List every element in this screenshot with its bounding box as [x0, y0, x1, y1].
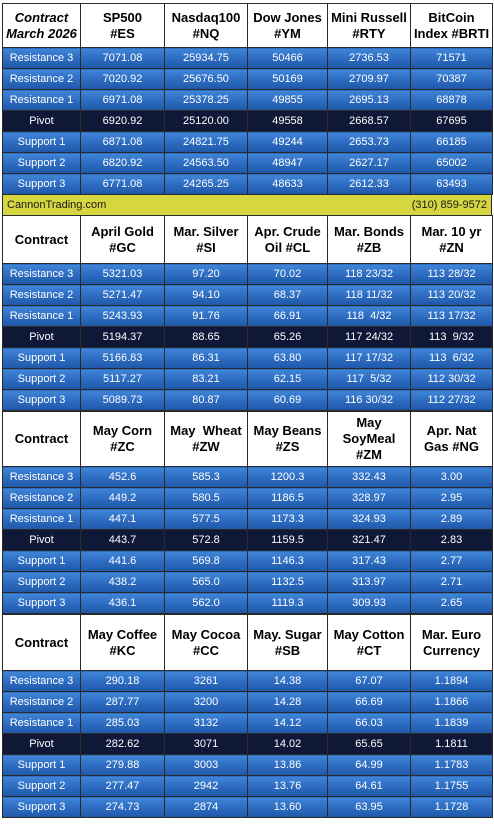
level-value: 24821.75	[165, 132, 248, 153]
level-row	[3, 467, 493, 488]
row-label: Resistance 1	[3, 306, 81, 327]
row-label: Support 3	[3, 174, 81, 195]
column-header	[248, 4, 328, 48]
level-value: 68878	[411, 90, 493, 111]
level-value: 3261	[165, 671, 248, 692]
index-futures-table	[2, 3, 493, 195]
header-line: SoyMeal	[342, 431, 396, 446]
level-value: 118 4/32	[328, 306, 411, 327]
header-row	[3, 4, 493, 48]
level-value: 279.88	[81, 755, 165, 776]
level-value: 66.03	[328, 713, 411, 734]
row-label: Support 2	[3, 572, 81, 593]
header-line: #ZC	[110, 439, 135, 454]
level-value: 63493	[411, 174, 493, 195]
level-row	[3, 593, 493, 614]
level-value: 25676.50	[165, 69, 248, 90]
level-row	[3, 797, 493, 818]
level-value: 5194.37	[81, 327, 165, 348]
level-row	[3, 488, 493, 509]
level-value: 585.3	[165, 467, 248, 488]
header-line: May Cocoa	[171, 626, 241, 642]
row-label: Pivot	[3, 530, 81, 551]
level-value: 25934.75	[165, 48, 248, 69]
level-value: 66185	[411, 132, 493, 153]
header-line: Mini Russell	[331, 9, 407, 25]
level-value: 3003	[165, 755, 248, 776]
phone-number: (310) 859-9572	[411, 199, 487, 211]
level-value: 2942	[165, 776, 248, 797]
header-line: Mar. 10 yr	[421, 223, 482, 239]
level-value: 91.76	[165, 306, 248, 327]
cannon-trading-banner	[2, 195, 492, 215]
level-value: 285.03	[81, 713, 165, 734]
row-label: Resistance 1	[3, 713, 81, 734]
level-value: 1132.5	[248, 572, 328, 593]
contract-corner-header	[3, 4, 81, 48]
level-value: 2.95	[411, 488, 493, 509]
level-value: 117 5/32	[328, 369, 411, 390]
header-line: Dow Jones	[253, 9, 322, 25]
level-value: 2.83	[411, 530, 493, 551]
header-line: Apr. Nat	[426, 423, 477, 438]
level-value: 565.0	[165, 572, 248, 593]
level-value: 443.7	[81, 530, 165, 551]
level-value: 2.77	[411, 551, 493, 572]
level-value: 2874	[165, 797, 248, 818]
level-value: 1159.5	[248, 530, 328, 551]
level-row	[3, 132, 493, 153]
column-header	[411, 216, 493, 264]
header-line: #ZW	[192, 439, 220, 454]
corner-line: Contract	[14, 431, 69, 446]
level-value: 117 17/32	[328, 348, 411, 369]
contract-corner-header	[3, 412, 81, 467]
row-label: Support 1	[3, 132, 81, 153]
metals-energy-rates-table	[2, 215, 493, 411]
column-header	[81, 4, 165, 48]
level-row	[3, 671, 493, 692]
level-value: 118 11/32	[328, 285, 411, 306]
level-value: 48633	[248, 174, 328, 195]
level-row	[3, 692, 493, 713]
level-row	[3, 572, 493, 593]
level-value: 328.97	[328, 488, 411, 509]
level-value: 6871.08	[81, 132, 165, 153]
row-label: Support 1	[3, 755, 81, 776]
header-line: #GC	[109, 239, 136, 255]
column-header	[165, 615, 248, 671]
level-row	[3, 369, 493, 390]
level-value: 287.77	[81, 692, 165, 713]
row-label: Support 3	[3, 593, 81, 614]
level-value: 2627.17	[328, 153, 411, 174]
level-value: 67695	[411, 111, 493, 132]
level-value: 83.21	[165, 369, 248, 390]
header-line: #SB	[274, 642, 301, 658]
level-value: 71571	[411, 48, 493, 69]
header-line: April Gold	[91, 223, 154, 239]
level-value: 447.1	[81, 509, 165, 530]
level-value: 118 23/32	[328, 264, 411, 285]
grains-natgas-table	[2, 411, 493, 614]
level-value: 1.1839	[411, 713, 493, 734]
softs-currency-table	[2, 614, 493, 818]
header-line: #ES	[110, 25, 135, 41]
row-label: Resistance 3	[3, 467, 81, 488]
header-line: #NQ	[192, 25, 220, 41]
level-value: 1.1894	[411, 671, 493, 692]
level-value: 1186.5	[248, 488, 328, 509]
column-header	[328, 216, 411, 264]
corner-line: March 2026	[6, 25, 77, 41]
row-label: Resistance 1	[3, 509, 81, 530]
level-value: 68.37	[248, 285, 328, 306]
level-value: 1.1811	[411, 734, 493, 755]
row-label: Resistance 2	[3, 488, 81, 509]
level-row	[3, 713, 493, 734]
level-value: 2.65	[411, 593, 493, 614]
level-value: 5166.83	[81, 348, 165, 369]
header-line: #CT	[356, 642, 382, 658]
column-header	[165, 216, 248, 264]
level-row	[3, 348, 493, 369]
level-value: 5117.27	[81, 369, 165, 390]
level-row	[3, 69, 493, 90]
row-label: Resistance 1	[3, 90, 81, 111]
level-value: 324.93	[328, 509, 411, 530]
column-header	[328, 4, 411, 48]
level-row	[3, 48, 493, 69]
level-value: 113 9/32	[411, 327, 493, 348]
column-header	[165, 412, 248, 467]
level-value: 97.20	[165, 264, 248, 285]
level-value: 65.65	[328, 734, 411, 755]
level-value: 6971.08	[81, 90, 165, 111]
level-value: 67.07	[328, 671, 411, 692]
level-row	[3, 390, 493, 411]
contract-corner-header	[3, 615, 81, 671]
level-value: 24563.50	[165, 153, 248, 174]
header-row	[3, 216, 493, 264]
level-value: 569.8	[165, 551, 248, 572]
column-header	[81, 412, 165, 467]
row-label: Support 3	[3, 797, 81, 818]
level-value: 1.1755	[411, 776, 493, 797]
level-row	[3, 306, 493, 327]
column-header	[248, 615, 328, 671]
level-value: 116 30/32	[328, 390, 411, 411]
level-value: 3132	[165, 713, 248, 734]
column-header	[165, 4, 248, 48]
level-value: 1.1866	[411, 692, 493, 713]
row-label: Resistance 2	[3, 69, 81, 90]
level-value: 7071.08	[81, 48, 165, 69]
header-row	[3, 615, 493, 671]
level-value: 317.43	[328, 551, 411, 572]
level-value: 1119.3	[248, 593, 328, 614]
level-row	[3, 174, 493, 195]
row-label: Pivot	[3, 327, 81, 348]
row-label: Pivot	[3, 734, 81, 755]
level-value: 50169	[248, 69, 328, 90]
row-label: Resistance 2	[3, 285, 81, 306]
level-value: 63.95	[328, 797, 411, 818]
level-value: 3071	[165, 734, 248, 755]
column-header	[411, 4, 493, 48]
level-value: 94.10	[165, 285, 248, 306]
row-label: Support 2	[3, 369, 81, 390]
corner-line: Contract	[14, 634, 69, 650]
header-line: #RTY	[352, 25, 386, 41]
row-label: Support 1	[3, 551, 81, 572]
level-value: 60.69	[248, 390, 328, 411]
corner-line: Contract	[14, 9, 69, 25]
level-value: 5321.03	[81, 264, 165, 285]
site-name: CannonTrading.com	[7, 199, 107, 211]
level-value: 2695.13	[328, 90, 411, 111]
header-line: Nasdaq100	[171, 9, 241, 25]
level-value: 88.65	[165, 327, 248, 348]
level-value: 64.61	[328, 776, 411, 797]
header-line: May Corn	[92, 423, 153, 438]
header-line: Gas #NG	[424, 439, 479, 454]
level-value: 64.99	[328, 755, 411, 776]
header-line: May Beans	[253, 423, 322, 438]
row-label: Support 3	[3, 390, 81, 411]
header-line: SP500	[102, 9, 143, 25]
header-line: #YM	[274, 25, 301, 41]
level-value: 580.5	[165, 488, 248, 509]
level-row	[3, 551, 493, 572]
pivot-levels-sheet	[2, 3, 492, 818]
header-line: Index #BRTI	[413, 25, 490, 41]
level-value: 86.31	[165, 348, 248, 369]
level-value: 572.8	[165, 530, 248, 551]
header-line: May Cotton	[333, 626, 405, 642]
level-value: 62.15	[248, 369, 328, 390]
row-label: Support 1	[3, 348, 81, 369]
column-header	[328, 412, 411, 467]
level-value: 1173.3	[248, 509, 328, 530]
level-value: 25378.25	[165, 90, 248, 111]
level-value: 313.97	[328, 572, 411, 593]
level-value: 309.93	[328, 593, 411, 614]
level-value: 441.6	[81, 551, 165, 572]
level-value: 14.12	[248, 713, 328, 734]
row-label: Resistance 3	[3, 671, 81, 692]
header-line: #ZB	[356, 239, 382, 255]
level-value: 70387	[411, 69, 493, 90]
level-value: 49244	[248, 132, 328, 153]
level-value: 321.47	[328, 530, 411, 551]
row-label: Resistance 3	[3, 48, 81, 69]
pivot-row	[3, 111, 493, 132]
level-value: 113 20/32	[411, 285, 493, 306]
column-header	[411, 615, 493, 671]
level-value: 3.00	[411, 467, 493, 488]
level-value: 274.73	[81, 797, 165, 818]
level-value: 48947	[248, 153, 328, 174]
level-value: 562.0	[165, 593, 248, 614]
level-row	[3, 264, 493, 285]
header-line: May Coffee	[87, 626, 158, 642]
level-row	[3, 90, 493, 111]
level-value: 6771.08	[81, 174, 165, 195]
level-value: 452.6	[81, 467, 165, 488]
row-label: Support 2	[3, 153, 81, 174]
level-value: 112 27/32	[411, 390, 493, 411]
level-value: 113 28/32	[411, 264, 493, 285]
level-value: 2653.73	[328, 132, 411, 153]
level-row	[3, 755, 493, 776]
level-value: 49558	[248, 111, 328, 132]
level-value: 14.28	[248, 692, 328, 713]
header-line: #KC	[109, 642, 136, 658]
header-line: #CC	[192, 642, 219, 658]
level-value: 6820.92	[81, 153, 165, 174]
row-label: Resistance 3	[3, 264, 81, 285]
level-value: 50466	[248, 48, 328, 69]
header-line: BitCoin	[428, 9, 475, 25]
level-value: 2.89	[411, 509, 493, 530]
header-line: Oil #CL	[264, 239, 311, 255]
header-line: Apr. Crude	[254, 223, 321, 239]
level-value: 1200.3	[248, 467, 328, 488]
level-row	[3, 776, 493, 797]
header-line: Mar. Silver	[173, 223, 239, 239]
level-value: 112 30/32	[411, 369, 493, 390]
corner-line: Contract	[14, 231, 69, 247]
level-row	[3, 509, 493, 530]
level-value: 113 17/32	[411, 306, 493, 327]
level-value: 2.71	[411, 572, 493, 593]
level-value: 1.1728	[411, 797, 493, 818]
level-value: 70.02	[248, 264, 328, 285]
level-value: 2668.57	[328, 111, 411, 132]
level-value: 5089.73	[81, 390, 165, 411]
level-value: 80.87	[165, 390, 248, 411]
column-header	[411, 412, 493, 467]
header-line: #ZM	[356, 447, 382, 462]
level-value: 2736.53	[328, 48, 411, 69]
level-value: 2612.33	[328, 174, 411, 195]
level-value: 49855	[248, 90, 328, 111]
level-value: 290.18	[81, 671, 165, 692]
column-header	[81, 615, 165, 671]
column-header	[248, 412, 328, 467]
level-value: 5243.93	[81, 306, 165, 327]
pivot-row	[3, 530, 493, 551]
row-label: Support 2	[3, 776, 81, 797]
header-line: May	[356, 415, 382, 430]
level-value: 332.43	[328, 467, 411, 488]
level-value: 3200	[165, 692, 248, 713]
level-value: 436.1	[81, 593, 165, 614]
level-value: 25120.00	[165, 111, 248, 132]
level-value: 438.2	[81, 572, 165, 593]
level-value: 577.5	[165, 509, 248, 530]
header-line: Mar. Bonds	[333, 223, 405, 239]
header-row	[3, 412, 493, 467]
header-line: Currency	[422, 642, 481, 658]
contract-corner-header	[3, 216, 81, 264]
level-value: 277.47	[81, 776, 165, 797]
level-row	[3, 153, 493, 174]
header-line: Mar. Euro	[421, 626, 482, 642]
column-header	[81, 216, 165, 264]
level-value: 6920.92	[81, 111, 165, 132]
level-value: 13.60	[248, 797, 328, 818]
level-value: 113 6/32	[411, 348, 493, 369]
level-value: 282.62	[81, 734, 165, 755]
header-line: May Wheat	[170, 423, 242, 438]
pivot-row	[3, 734, 493, 755]
level-value: 13.76	[248, 776, 328, 797]
level-value: 65002	[411, 153, 493, 174]
level-row	[3, 285, 493, 306]
level-value: 24265.25	[165, 174, 248, 195]
level-value: 2709.97	[328, 69, 411, 90]
level-value: 66.69	[328, 692, 411, 713]
row-label: Pivot	[3, 111, 81, 132]
header-line: May. Sugar	[253, 626, 322, 642]
level-value: 63.80	[248, 348, 328, 369]
level-value: 13.86	[248, 755, 328, 776]
level-value: 65.26	[248, 327, 328, 348]
pivot-row	[3, 327, 493, 348]
row-label: Resistance 2	[3, 692, 81, 713]
level-value: 1.1783	[411, 755, 493, 776]
column-header	[328, 615, 411, 671]
level-value: 449.2	[81, 488, 165, 509]
level-value: 117 24/32	[328, 327, 411, 348]
level-value: 66.91	[248, 306, 328, 327]
column-header	[248, 216, 328, 264]
header-line: #SI	[196, 239, 216, 255]
level-value: 5271.47	[81, 285, 165, 306]
level-value: 14.38	[248, 671, 328, 692]
level-value: 14.02	[248, 734, 328, 755]
level-value: 7020.92	[81, 69, 165, 90]
level-value: 1146.3	[248, 551, 328, 572]
header-line: #ZN	[439, 239, 464, 255]
header-line: #ZS	[275, 439, 300, 454]
